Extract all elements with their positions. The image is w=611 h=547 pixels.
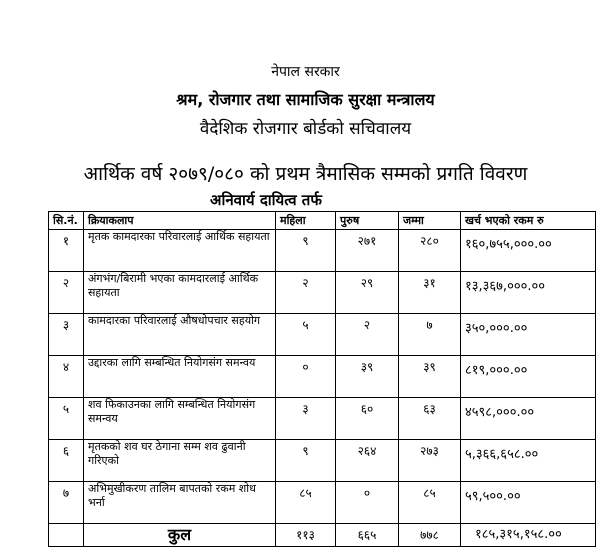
row-female: ५ [276,314,336,356]
col-activity: क्रियाकलाप [84,212,276,230]
row-activity: मृतकको शव घर ठेगाना सम्म शव ढुवानी गरिएको [84,440,276,482]
row-female: ० [276,356,336,398]
col-amount: खर्च भएको रकम रु [461,212,596,230]
row-total: २८० [399,230,461,272]
row-amount: १६०,७५५,०००.०० [461,230,596,272]
col-total: जम्मा [399,212,461,230]
row-total: ८५ [399,482,461,524]
total-sn-empty [49,524,84,547]
total-label: कुल [84,524,276,547]
col-sn: सि.नं. [49,212,84,230]
row-female: ९ [276,230,336,272]
government-name: नेपाल सरकार [271,64,340,80]
table-row [49,356,596,398]
row-female: २ [276,272,336,314]
row-activity: अंगभंग/बिरामी भएका कामदारलाई आर्थिक सहायता [84,272,276,314]
progress-table [48,211,596,547]
row-total: ७ [399,314,461,356]
row-activity: मृतक कामदारका परिवारलाई आर्थिक सहायता [84,230,276,272]
row-male: २७१ [336,230,399,272]
row-sn: ४ [49,356,84,398]
row-sn: २ [49,272,84,314]
row-amount: १३,३६७,०००.०० [461,272,596,314]
row-amount: ४५९८,०००.०० [461,398,596,440]
row-female: ३ [276,398,336,440]
col-male: पुरुष [336,212,399,230]
row-male: ३९ [336,356,399,398]
row-sn: ३ [49,314,84,356]
row-activity: शव फिकाउनका लागि सम्बन्धित नियोगसंग समन्वय [84,398,276,440]
row-male: २९ [336,272,399,314]
row-total: ३९ [399,356,461,398]
row-total: ६३ [399,398,461,440]
row-sn: ७ [49,482,84,524]
table-header-row [49,212,596,230]
ministry-name: श्रम, रोजगार तथा सामाजिक सुरक्षा मन्त्रालय [176,90,435,109]
row-male: ० [336,482,399,524]
row-sn: ५ [49,398,84,440]
row-activity: कामदारका परिवारलाई औषधोपचार सहयोग [84,314,276,356]
total-total: ७७८ [399,524,461,547]
row-amount: ८१९,०००.०० [461,356,596,398]
col-female: महिला [276,212,336,230]
table-row [49,230,596,272]
row-male: ६० [336,398,399,440]
total-female: ११३ [276,524,336,547]
table-row [49,440,596,482]
row-female: ९ [276,440,336,482]
total-amount: १८५,३१५,१५८.०० [461,524,596,547]
row-amount: ५९,५००.०० [461,482,596,524]
total-row [49,524,596,547]
row-amount: ५,३६६,६५८.०० [461,440,596,482]
board-name: वैदेशिक रोजगार बोर्डको सचिवालय [199,119,412,139]
row-male: २ [336,314,399,356]
row-female: ८५ [276,482,336,524]
table-row [49,314,596,356]
table-row [49,398,596,440]
table-row [49,272,596,314]
total-male: ६६५ [336,524,399,547]
report-title: आर्थिक वर्ष २०७९/०८० को प्रथम त्रैमासिक सम्मको प्रगति विवरण [83,163,528,185]
row-male: २६४ [336,440,399,482]
row-activity: उद्दारका लागि सम्बन्धित नियोगसंग समन्वय [84,356,276,398]
row-sn: १ [49,230,84,272]
row-total: ३१ [399,272,461,314]
row-sn: ६ [49,440,84,482]
section-title: अनिवार्य दायित्व तर्फ [210,191,322,209]
row-amount: ३५०,०००.०० [461,314,596,356]
table-row [49,482,596,524]
row-total: २७३ [399,440,461,482]
row-activity: अभिमुखीकरण तालिम बापतको रकम शोध भर्ना [84,482,276,524]
